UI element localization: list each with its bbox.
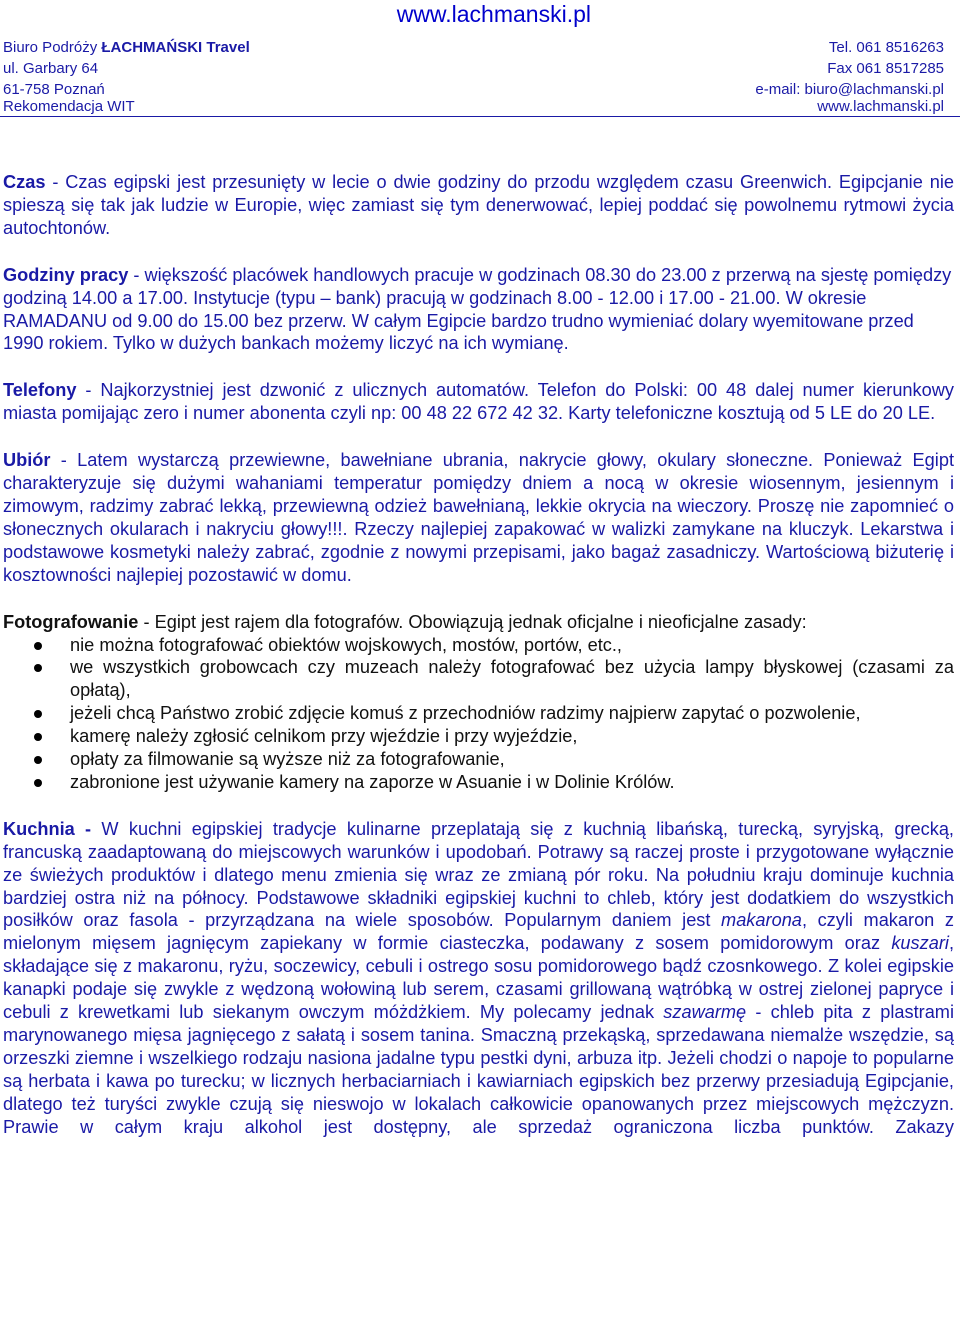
section-text: W kuchni egipskiej tradycje kulinarne przeplatają się z kuchnią libańską, turecką, syryjską, grecką, francuską zaadaptowaną do miejscowych warunków i upodobań. Potrawy są raczej proste i przygotowane wyłącznie ze świeżych produktów i dlatego menu zmienia się wraz ze zmianą pór roku. Na południu kraju dominuje kuchnia bardziej ostra niż na północy. Podstawowe składniki egipskiej kuchni to chleb, który jest dodatkiem do wszystkich posiłków oraz fasola - przyrządzana na wiele sposobów. Popularnym daniem jest: [3, 818, 954, 931]
email[interactable]: e-mail: biuro@lachmanski.pl: [755, 81, 944, 98]
foto-rules-list: [3, 634, 954, 794]
street: ul. Garbary 64: [3, 60, 99, 77]
section-text: - Egipt jest rajem dla fotografów. Obowiązują jednak oficjalne i nieoficjalne zasady:: [138, 611, 807, 632]
section-foto: [3, 611, 954, 634]
header-row-4: [3, 97, 944, 117]
section-title: Czas: [3, 172, 46, 192]
section-czas: [3, 171, 954, 240]
phone: Tel. 061 8516263: [828, 39, 944, 56]
section-title: Ubiór: [3, 450, 51, 471]
www-link[interactable]: www.lachmanski.pl: [817, 98, 944, 115]
fax: Fax 061 8517285: [827, 60, 944, 77]
section-text: , składające się z makaronu, ryżu, soczewicy, cebuli i ostrego sosu pomidorowego bądź czosnkowego. Z kolei egipskie kanapki podaje się zwykle z wędzoną wołowiną lub serem, czasami grillowaną wątróbką w ostrej zielonej papryce i cebuli z krewetkami lub siekanym owczym móżdżkiem. My polecamy jednak: [3, 933, 954, 1023]
section-text: , czyli makaron z mielonym mięsem jagnięcym zapiekany w formie ciasteczka, podawany z sosem pomidorowym oraz: [3, 910, 954, 954]
section-kuchnia: [3, 818, 954, 1139]
site-url-link[interactable]: www.lachmanski.pl: [396, 1, 591, 27]
list-item: nie można fotografować obiektów wojskowych, mostów, portów, etc.,: [3, 634, 954, 657]
list-item: zabronione jest używanie kamery na zaporze w Asuanie i w Dolinie Królów.: [3, 771, 954, 794]
dish-name-szawarma: szawarmę: [663, 1002, 747, 1023]
company-name: ŁACHMAŃSKI Travel: [101, 39, 250, 56]
section-title: Telefony: [3, 380, 77, 401]
section-godziny: [3, 264, 954, 356]
recommendation: Rekomendacja WIT: [3, 98, 135, 115]
section-title: Godziny pracy: [3, 264, 129, 285]
list-item: we wszystkich grobowcach czy muzeach należy fotografować bez użycia lampy błyskowej (czasami za opłatą),: [3, 656, 954, 702]
dish-name-kuszari: kuszari: [891, 933, 949, 954]
section-text: - Najkorzystniej jest dzwonić z ulicznych automatów. Telefon do Polski: 00 48 dalej numer kierunkowy miasta pomijając zero i numer abonenta czyli np: 00 48 22 672 42 32. Karty telefoniczne kosztują od 5 LE do 20 LE.: [3, 380, 954, 424]
section-text: - chleb pita z plastrami marynowanego mięsa jagnięcego z sałatą i sosem tanina. Smaczną przekąską, sprzedawana niemalże wszędzie, są orzeszki ziemne i wszelkiego rodzaju nasiona jadalne typu pestki dyni, arbuza itp. Jeżeli chodzi o napoje to popularne są herbata i kawa po turecku; w licznych herbaciarniach i kawiarniach egipskich bez przerwy przesiadują Egipcjanie, dlatego też turyści zwykle czują się nieswojo w lokalach całkowicie opanowanych przez miejscowych mężczyzn. Prawie w całym kraju alkohol jest dostępny, ale sprzedaż ograniczona liczba punktów. Zakazy: [3, 1002, 954, 1137]
section-telefony: [3, 379, 954, 425]
company-prefix: Biuro Podróży: [3, 39, 102, 56]
postcode-city: 61-758 Poznań: [3, 81, 105, 98]
company-label: [3, 38, 250, 58]
list-item: opłaty za filmowanie są wyższe niż za fotografowanie,: [3, 748, 954, 771]
list-item: jeżeli chcą Państwo zrobić zdjęcie komuś z przechodniów radzimy najpierw zapytać o pozwolenie,: [3, 702, 954, 725]
header-row-2: [3, 59, 944, 79]
section-text: - Latem wystarczą przewiewne, bawełniane ubrania, nakrycie głowy, okulary słoneczne. Ponieważ Egipt charakteryzuje się dużymi wahaniami temperatur pomiędzy dniem a nocą w okresie wiosennym, jesiennym i zimowym, radzimy zabrać lekką, przewiewną odzież bawełnianą, lekkie okrycia na wieczory. Proszę nie zapomnieć o słonecznych okularach i nakryciu głowy!!!. Rzeczy najlepiej zapakować w walizki zamykane na kluczyk. Lekarstwa i podstawowe kosmetyki należy zabrać, zgodnie z nowymi przepisami, jako bagaż zasadniczy. Wartościową biżuterię i kosztowności najlepiej pozostawić w domu.: [3, 450, 954, 585]
section-text: - Czas egipski jest przesunięty w lecie o dwie godziny do przodu względem czasu Greenwich. Egipcjanie nie spieszą się tak jak ludzie w Europie, więc zamiast się tym denerwować, lepiej poddać się powolnemu rytmowi życia autochtonów.: [3, 172, 954, 238]
section-title: Kuchnia -: [3, 818, 102, 839]
document-body: [3, 171, 954, 1139]
section-ubior: [3, 449, 954, 586]
section-title: Fotografowanie: [3, 611, 139, 632]
section-text: - większość placówek handlowych pracuje w godzinach 08.30 do 23.00 z przerwą na sjestę pomiędzy godziną 14.00 a 17.00. Instytucje (typu – bank) pracują w godzinach 8.00 - 12.00 i 17.00 - 21.00. W okresie RAMADANU od 9.00 do 15.00 bez przerw. W całym Egipcie bardzo trudno wymieniać dolary wyemitowane przed 1990 rokiem. Tylko w dużych bankach możemy liczyć na ich wymianę.: [3, 264, 952, 354]
header-divider: [0, 116, 960, 117]
header-row-1: [3, 38, 944, 58]
dish-name-makarona: makarona: [721, 910, 802, 931]
site-url-header: [0, 0, 960, 28]
list-item: kamerę należy zgłosić celnikom przy wjeździe i przy wyjeździe,: [3, 725, 954, 748]
